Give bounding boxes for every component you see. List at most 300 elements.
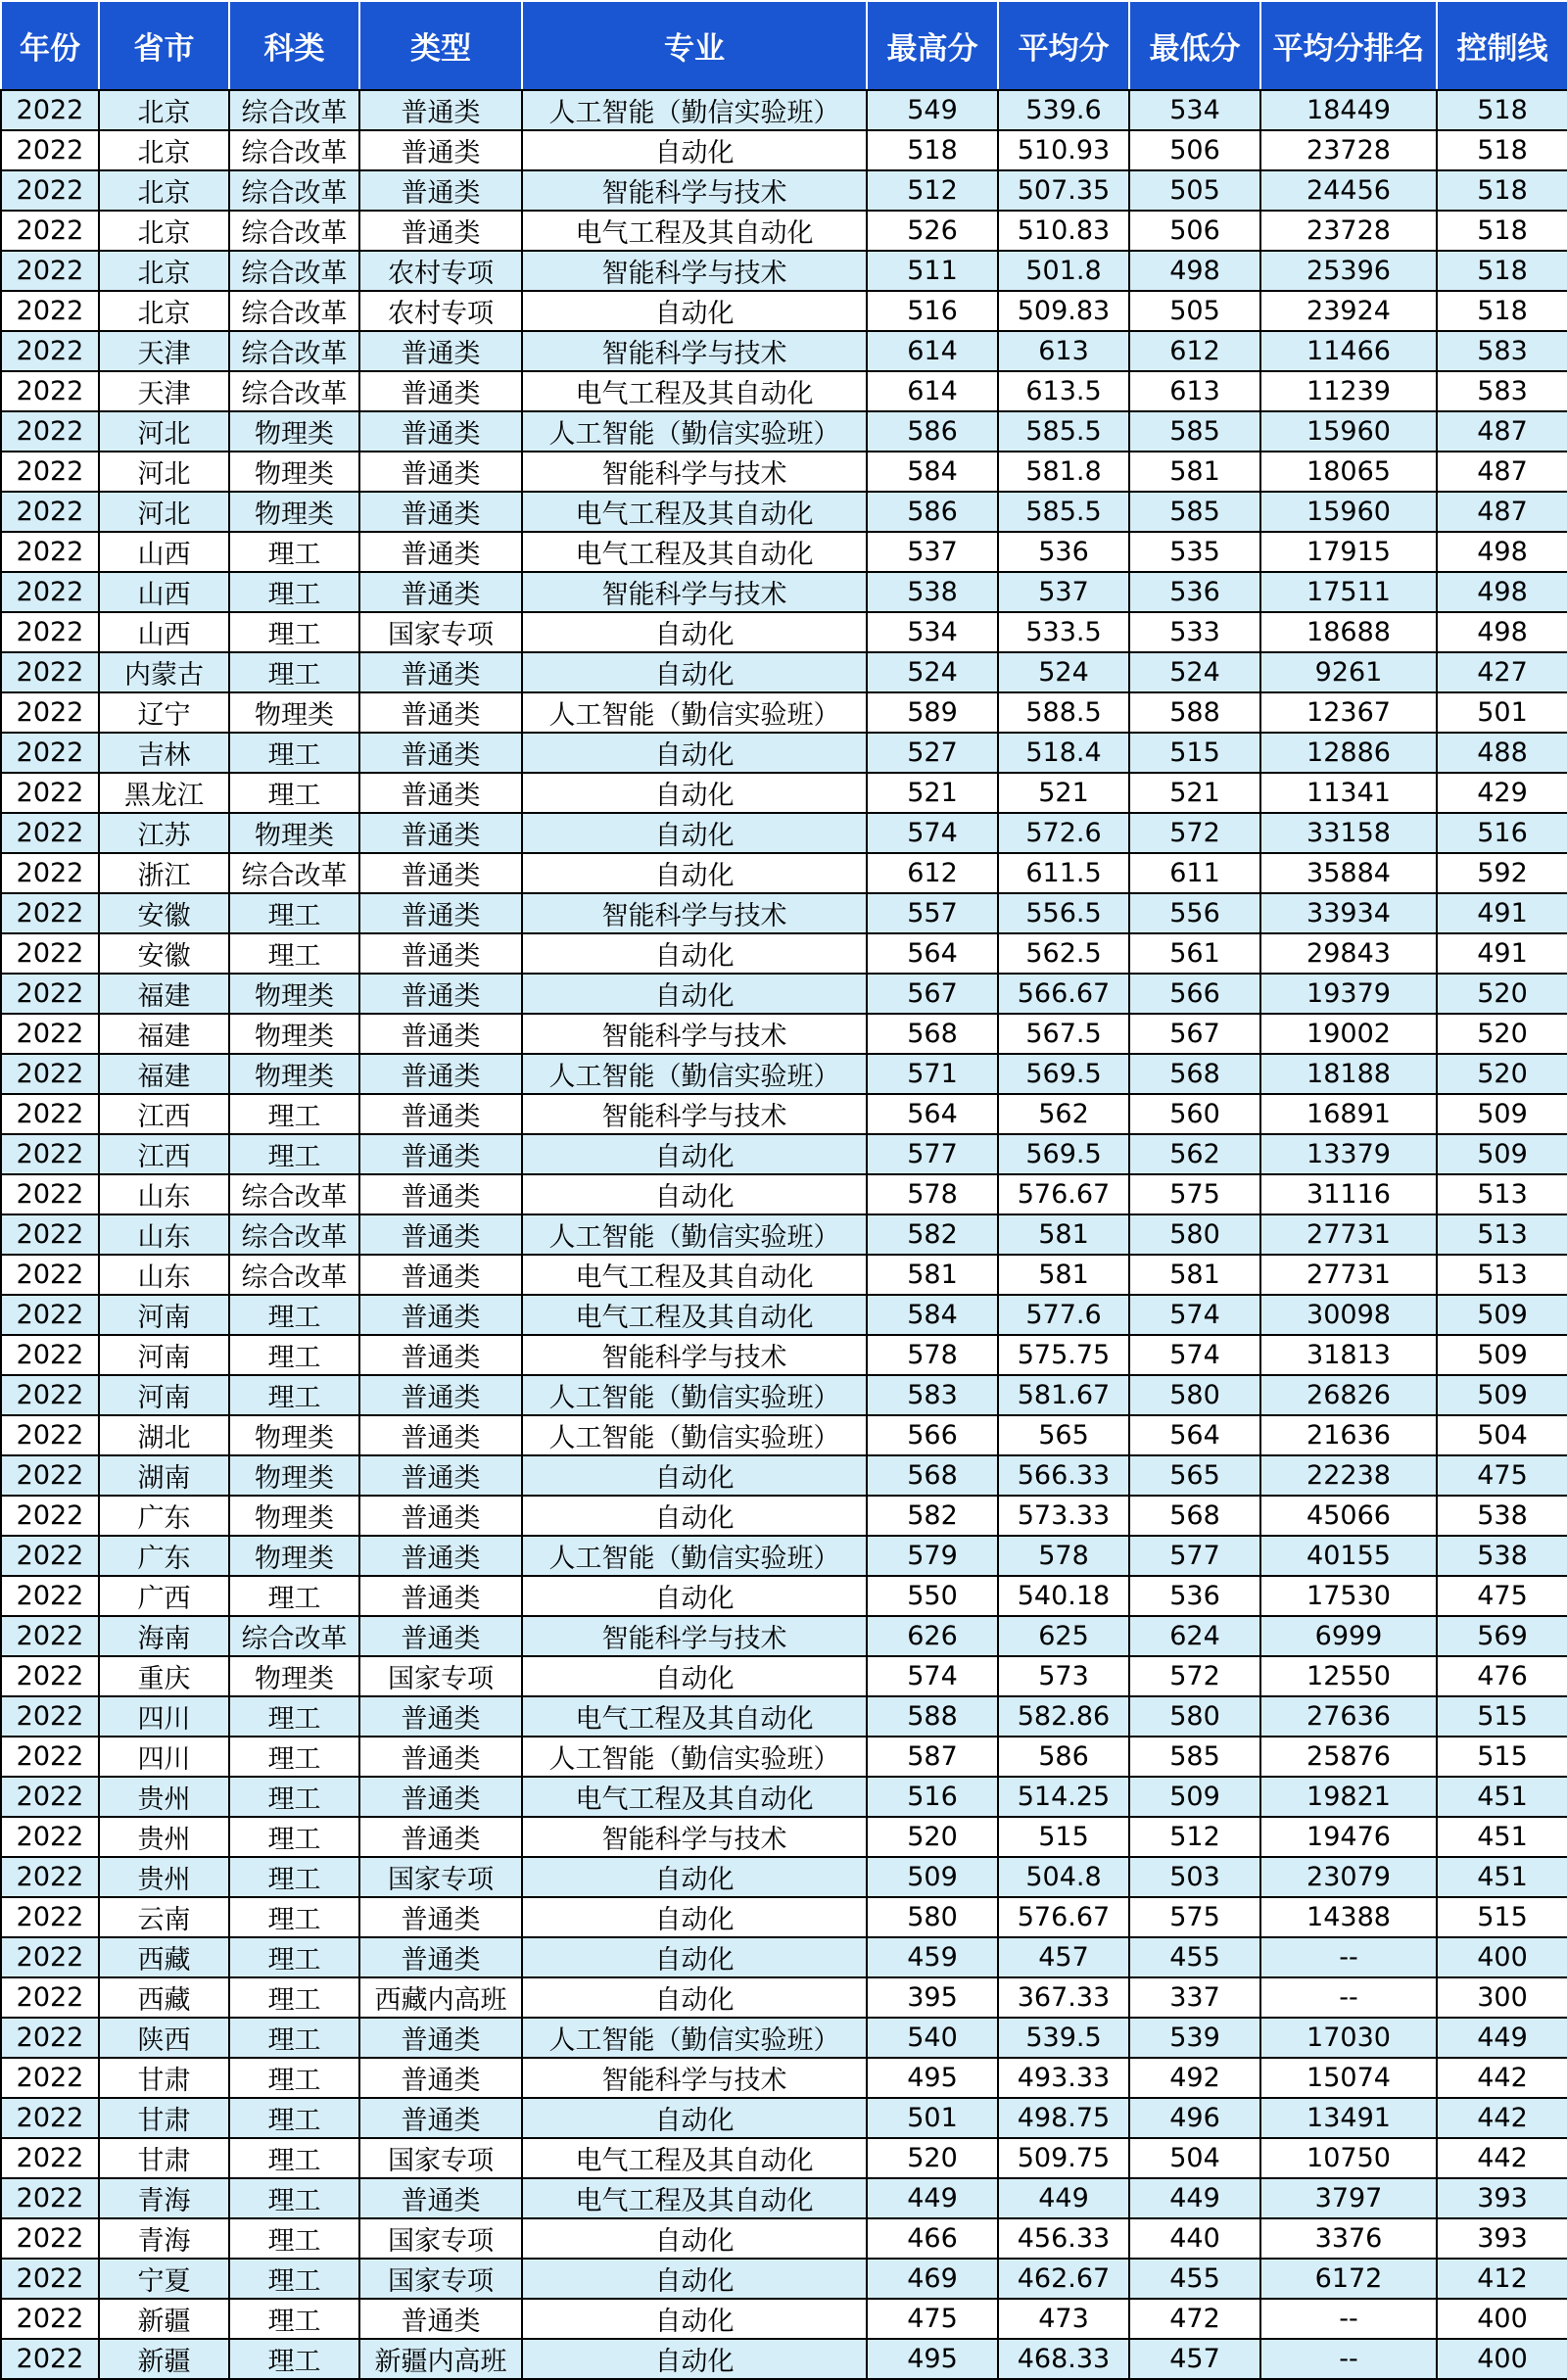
cell-subject-category: 理工 (229, 532, 359, 572)
cell-subject-category: 理工 (229, 2098, 359, 2138)
cell-min-score: 575 (1129, 1897, 1260, 1937)
cell-avg-rank: 19379 (1260, 974, 1437, 1014)
cell-subject-category: 理工 (229, 1094, 359, 1134)
cell-admission-type: 普通类 (359, 1014, 522, 1054)
cell-max-score: 587 (867, 1737, 998, 1777)
cell-subject-category: 综合改革 (229, 130, 359, 170)
cell-min-score: 575 (1129, 1174, 1260, 1214)
cell-subject-category: 理工 (229, 933, 359, 974)
cell-subject-category: 综合改革 (229, 90, 359, 130)
cell-major: 自动化 (522, 974, 867, 1014)
cell-admission-type: 普通类 (359, 1094, 522, 1134)
cell-max-score: 588 (867, 1696, 998, 1737)
cell-subject-category: 综合改革 (229, 371, 359, 411)
cell-min-score: 624 (1129, 1616, 1260, 1656)
cell-subject-category: 理工 (229, 1375, 359, 1415)
cell-province: 山西 (99, 572, 229, 612)
cell-admission-type: 普通类 (359, 1496, 522, 1536)
cell-admission-type: 普通类 (359, 1737, 522, 1777)
cell-subject-category: 物理类 (229, 1415, 359, 1455)
cell-major: 自动化 (522, 1174, 867, 1214)
cell-major: 智能科学与技术 (522, 572, 867, 612)
cell-admission-type: 普通类 (359, 1134, 522, 1174)
cell-avg-rank: 27636 (1260, 1696, 1437, 1737)
table-row (1, 572, 1567, 612)
cell-year: 2022 (1, 933, 99, 974)
cell-province: 河北 (99, 411, 229, 452)
cell-major: 智能科学与技术 (522, 1335, 867, 1375)
cell-admission-type: 普通类 (359, 1897, 522, 1937)
cell-control-line: 487 (1437, 452, 1567, 492)
cell-year: 2022 (1, 1455, 99, 1496)
cell-admission-type: 国家专项 (359, 612, 522, 652)
cell-min-score: 515 (1129, 733, 1260, 773)
cell-subject-category: 理工 (229, 1335, 359, 1375)
cell-max-score: 583 (867, 1375, 998, 1415)
cell-avg-score: 575.75 (998, 1335, 1129, 1375)
cell-avg-score: 573.33 (998, 1496, 1129, 1536)
cell-avg-rank: 19821 (1260, 1777, 1437, 1817)
cell-control-line: 393 (1437, 2178, 1567, 2218)
table-row (1, 1817, 1567, 1857)
cell-major: 自动化 (522, 1496, 867, 1536)
cell-avg-score: 539.5 (998, 2018, 1129, 2058)
cell-max-score: 578 (867, 1174, 998, 1214)
cell-major: 电气工程及其自动化 (522, 532, 867, 572)
cell-avg-rank: 35884 (1260, 853, 1437, 893)
cell-province: 宁夏 (99, 2259, 229, 2299)
cell-control-line: 520 (1437, 1054, 1567, 1094)
cell-avg-rank: 30098 (1260, 1295, 1437, 1335)
cell-subject-category: 物理类 (229, 1054, 359, 1094)
cell-min-score: 574 (1129, 1335, 1260, 1375)
cell-avg-score: 581 (998, 1255, 1129, 1295)
cell-avg-rank: 26826 (1260, 1375, 1437, 1415)
cell-max-score: 589 (867, 692, 998, 733)
cell-min-score: 574 (1129, 1295, 1260, 1335)
cell-avg-rank: 15074 (1260, 2058, 1437, 2098)
cell-province: 安徽 (99, 933, 229, 974)
cell-major: 智能科学与技术 (522, 1616, 867, 1656)
cell-avg-score: 536 (998, 532, 1129, 572)
cell-avg-rank: 16891 (1260, 1094, 1437, 1134)
table-row (1, 331, 1567, 371)
cell-min-score: 506 (1129, 211, 1260, 251)
cell-admission-type: 普通类 (359, 331, 522, 371)
cell-max-score: 520 (867, 2138, 998, 2178)
cell-admission-type: 普通类 (359, 1174, 522, 1214)
cell-admission-type: 普通类 (359, 853, 522, 893)
cell-avg-rank: -- (1260, 1937, 1437, 1977)
cell-avg-score: 569.5 (998, 1054, 1129, 1094)
cell-province: 陕西 (99, 2018, 229, 2058)
table-row (1, 692, 1567, 733)
cell-avg-rank: 18065 (1260, 452, 1437, 492)
cell-avg-rank: 33158 (1260, 813, 1437, 853)
cell-max-score: 516 (867, 1777, 998, 1817)
cell-avg-rank: 25876 (1260, 1737, 1437, 1777)
cell-province: 海南 (99, 1616, 229, 1656)
cell-control-line: 509 (1437, 1094, 1567, 1134)
cell-avg-score: 562.5 (998, 933, 1129, 974)
cell-admission-type: 普通类 (359, 532, 522, 572)
cell-control-line: 515 (1437, 1696, 1567, 1737)
cell-avg-score: 581 (998, 1214, 1129, 1255)
header-min-score: 最低分 (1129, 1, 1260, 90)
cell-avg-score: 501.8 (998, 251, 1129, 291)
cell-max-score: 512 (867, 170, 998, 211)
cell-avg-rank: 18688 (1260, 612, 1437, 652)
cell-min-score: 535 (1129, 532, 1260, 572)
cell-min-score: 449 (1129, 2178, 1260, 2218)
table-row (1, 411, 1567, 452)
cell-subject-category: 综合改革 (229, 1214, 359, 1255)
cell-avg-rank: 23728 (1260, 130, 1437, 170)
cell-year: 2022 (1, 90, 99, 130)
cell-max-score: 586 (867, 492, 998, 532)
cell-province: 湖南 (99, 1455, 229, 1496)
cell-min-score: 611 (1129, 853, 1260, 893)
cell-max-score: 578 (867, 1335, 998, 1375)
cell-year: 2022 (1, 331, 99, 371)
cell-admission-type: 普通类 (359, 733, 522, 773)
cell-subject-category: 综合改革 (229, 170, 359, 211)
cell-province: 重庆 (99, 1656, 229, 1696)
table-body (1, 90, 1567, 2379)
cell-avg-rank: 31116 (1260, 1174, 1437, 1214)
cell-control-line: 583 (1437, 371, 1567, 411)
cell-subject-category: 物理类 (229, 1536, 359, 1576)
cell-max-score: 511 (867, 251, 998, 291)
table-row (1, 1094, 1567, 1134)
cell-admission-type: 西藏内高班 (359, 1977, 522, 2018)
cell-avg-score: 509.75 (998, 2138, 1129, 2178)
cell-subject-category: 理工 (229, 572, 359, 612)
cell-avg-score: 462.67 (998, 2259, 1129, 2299)
cell-province: 福建 (99, 1054, 229, 1094)
cell-year: 2022 (1, 1496, 99, 1536)
table-row (1, 1696, 1567, 1737)
cell-max-score: 614 (867, 371, 998, 411)
cell-subject-category: 理工 (229, 2178, 359, 2218)
cell-subject-category: 综合改革 (229, 853, 359, 893)
cell-province: 河北 (99, 452, 229, 492)
cell-avg-score: 521 (998, 773, 1129, 813)
cell-control-line: 516 (1437, 813, 1567, 853)
cell-year: 2022 (1, 492, 99, 532)
cell-min-score: 566 (1129, 974, 1260, 1014)
cell-year: 2022 (1, 1817, 99, 1857)
cell-max-score: 571 (867, 1054, 998, 1094)
cell-max-score: 557 (867, 893, 998, 933)
table-row (1, 1496, 1567, 1536)
cell-max-score: 574 (867, 813, 998, 853)
cell-min-score: 457 (1129, 2339, 1260, 2379)
cell-year: 2022 (1, 2299, 99, 2339)
table-row (1, 2018, 1567, 2058)
table-row (1, 2098, 1567, 2138)
cell-avg-score: 573 (998, 1656, 1129, 1696)
cell-province: 新疆 (99, 2339, 229, 2379)
cell-province: 贵州 (99, 1857, 229, 1897)
cell-admission-type: 新疆内高班 (359, 2339, 522, 2379)
cell-admission-type: 国家专项 (359, 1857, 522, 1897)
cell-avg-rank: 6999 (1260, 1616, 1437, 1656)
cell-province: 甘肃 (99, 2058, 229, 2098)
cell-avg-rank: 24456 (1260, 170, 1437, 211)
cell-avg-score: 504.8 (998, 1857, 1129, 1897)
cell-year: 2022 (1, 532, 99, 572)
cell-max-score: 538 (867, 572, 998, 612)
cell-subject-category: 综合改革 (229, 331, 359, 371)
cell-subject-category: 理工 (229, 1295, 359, 1335)
cell-major: 智能科学与技术 (522, 170, 867, 211)
cell-subject-category: 物理类 (229, 1014, 359, 1054)
cell-control-line: 520 (1437, 1014, 1567, 1054)
cell-admission-type: 普通类 (359, 1937, 522, 1977)
cell-admission-type: 农村专项 (359, 251, 522, 291)
cell-min-score: 509 (1129, 1777, 1260, 1817)
cell-subject-category: 理工 (229, 2218, 359, 2259)
cell-year: 2022 (1, 2178, 99, 2218)
cell-province: 天津 (99, 371, 229, 411)
cell-max-score: 564 (867, 1094, 998, 1134)
cell-avg-rank: -- (1260, 2339, 1437, 2379)
cell-min-score: 524 (1129, 652, 1260, 692)
cell-year: 2022 (1, 1174, 99, 1214)
cell-admission-type: 普通类 (359, 2299, 522, 2339)
cell-control-line: 583 (1437, 331, 1567, 371)
cell-admission-type: 普通类 (359, 1255, 522, 1295)
cell-avg-score: 540.18 (998, 1576, 1129, 1616)
cell-control-line: 487 (1437, 492, 1567, 532)
cell-min-score: 577 (1129, 1536, 1260, 1576)
cell-year: 2022 (1, 1255, 99, 1295)
cell-admission-type: 普通类 (359, 1335, 522, 1375)
cell-avg-rank: 9261 (1260, 652, 1437, 692)
cell-year: 2022 (1, 733, 99, 773)
cell-subject-category: 综合改革 (229, 1616, 359, 1656)
cell-subject-category: 综合改革 (229, 1174, 359, 1214)
cell-province: 山东 (99, 1174, 229, 1214)
cell-year: 2022 (1, 1375, 99, 1415)
cell-avg-rank: 3797 (1260, 2178, 1437, 2218)
cell-min-score: 498 (1129, 251, 1260, 291)
cell-max-score: 567 (867, 974, 998, 1014)
cell-admission-type: 普通类 (359, 813, 522, 853)
cell-min-score: 521 (1129, 773, 1260, 813)
cell-min-score: 560 (1129, 1094, 1260, 1134)
cell-control-line: 498 (1437, 612, 1567, 652)
cell-min-score: 565 (1129, 1455, 1260, 1496)
cell-avg-score: 572.6 (998, 813, 1129, 853)
cell-min-score: 561 (1129, 933, 1260, 974)
cell-province: 山东 (99, 1214, 229, 1255)
cell-control-line: 513 (1437, 1174, 1567, 1214)
table-row (1, 773, 1567, 813)
cell-major: 电气工程及其自动化 (522, 2138, 867, 2178)
cell-max-score: 579 (867, 1536, 998, 1576)
cell-control-line: 513 (1437, 1214, 1567, 1255)
cell-avg-score: 473 (998, 2299, 1129, 2339)
cell-avg-rank: 10750 (1260, 2138, 1437, 2178)
cell-subject-category: 理工 (229, 1937, 359, 1977)
cell-province: 北京 (99, 211, 229, 251)
cell-subject-category: 理工 (229, 2259, 359, 2299)
cell-control-line: 491 (1437, 933, 1567, 974)
cell-control-line: 538 (1437, 1536, 1567, 1576)
cell-province: 北京 (99, 251, 229, 291)
cell-major: 智能科学与技术 (522, 1094, 867, 1134)
cell-max-score: 537 (867, 532, 998, 572)
cell-subject-category: 理工 (229, 1576, 359, 1616)
cell-province: 北京 (99, 90, 229, 130)
cell-avg-rank: -- (1260, 1977, 1437, 2018)
cell-admission-type: 普通类 (359, 652, 522, 692)
cell-major: 自动化 (522, 1897, 867, 1937)
cell-min-score: 506 (1129, 130, 1260, 170)
cell-year: 2022 (1, 2259, 99, 2299)
cell-year: 2022 (1, 2339, 99, 2379)
cell-avg-rank: 12886 (1260, 733, 1437, 773)
cell-avg-rank: 19002 (1260, 1014, 1437, 1054)
cell-major: 智能科学与技术 (522, 452, 867, 492)
cell-province: 四川 (99, 1737, 229, 1777)
cell-control-line: 498 (1437, 532, 1567, 572)
cell-max-score: 549 (867, 90, 998, 130)
header-province: 省市 (99, 1, 229, 90)
cell-year: 2022 (1, 974, 99, 1014)
cell-control-line: 509 (1437, 1335, 1567, 1375)
cell-major: 人工智能（勤信实验班） (522, 692, 867, 733)
cell-min-score: 503 (1129, 1857, 1260, 1897)
cell-province: 北京 (99, 130, 229, 170)
table-row (1, 1174, 1567, 1214)
cell-max-score: 526 (867, 211, 998, 251)
cell-control-line: 518 (1437, 291, 1567, 331)
cell-control-line: 393 (1437, 2218, 1567, 2259)
cell-year: 2022 (1, 1054, 99, 1094)
cell-year: 2022 (1, 1777, 99, 1817)
cell-avg-score: 613.5 (998, 371, 1129, 411)
cell-province: 天津 (99, 331, 229, 371)
cell-avg-score: 586 (998, 1737, 1129, 1777)
cell-subject-category: 物理类 (229, 813, 359, 853)
cell-major: 自动化 (522, 2259, 867, 2299)
cell-year: 2022 (1, 1857, 99, 1897)
cell-control-line: 300 (1437, 1977, 1567, 2018)
cell-min-score: 455 (1129, 2259, 1260, 2299)
cell-major: 人工智能（勤信实验班） (522, 1375, 867, 1415)
cell-major: 智能科学与技术 (522, 1817, 867, 1857)
cell-max-score: 577 (867, 1134, 998, 1174)
cell-admission-type: 普通类 (359, 1536, 522, 1576)
cell-subject-category: 理工 (229, 1777, 359, 1817)
cell-admission-type: 普通类 (359, 130, 522, 170)
cell-max-score: 501 (867, 2098, 998, 2138)
cell-max-score: 524 (867, 652, 998, 692)
cell-min-score: 564 (1129, 1415, 1260, 1455)
cell-admission-type: 普通类 (359, 773, 522, 813)
cell-avg-rank: 25396 (1260, 251, 1437, 291)
cell-control-line: 400 (1437, 2299, 1567, 2339)
cell-avg-rank: 17511 (1260, 572, 1437, 612)
cell-admission-type: 普通类 (359, 2098, 522, 2138)
cell-max-score: 469 (867, 2259, 998, 2299)
cell-year: 2022 (1, 1616, 99, 1656)
cell-year: 2022 (1, 1937, 99, 1977)
cell-province: 西藏 (99, 1937, 229, 1977)
header-major: 专业 (522, 1, 867, 90)
cell-admission-type: 普通类 (359, 1817, 522, 1857)
cell-admission-type: 普通类 (359, 90, 522, 130)
cell-year: 2022 (1, 130, 99, 170)
cell-province: 贵州 (99, 1817, 229, 1857)
cell-admission-type: 农村专项 (359, 291, 522, 331)
cell-province: 山西 (99, 532, 229, 572)
cell-admission-type: 普通类 (359, 572, 522, 612)
cell-control-line: 504 (1437, 1415, 1567, 1455)
cell-province: 北京 (99, 291, 229, 331)
cell-max-score: 395 (867, 1977, 998, 2018)
cell-min-score: 534 (1129, 90, 1260, 130)
cell-province: 河南 (99, 1335, 229, 1375)
cell-admission-type: 国家专项 (359, 2259, 522, 2299)
cell-province: 福建 (99, 1014, 229, 1054)
cell-major: 自动化 (522, 612, 867, 652)
cell-major: 电气工程及其自动化 (522, 211, 867, 251)
cell-avg-rank: 21636 (1260, 1415, 1437, 1455)
cell-subject-category: 理工 (229, 1977, 359, 2018)
cell-control-line: 451 (1437, 1817, 1567, 1857)
table-row (1, 291, 1567, 331)
cell-control-line: 569 (1437, 1616, 1567, 1656)
cell-major: 智能科学与技术 (522, 2058, 867, 2098)
cell-avg-rank: 12550 (1260, 1656, 1437, 1696)
cell-subject-category: 理工 (229, 893, 359, 933)
cell-major: 电气工程及其自动化 (522, 2178, 867, 2218)
cell-subject-category: 物理类 (229, 1656, 359, 1696)
cell-province: 云南 (99, 1897, 229, 1937)
cell-subject-category: 理工 (229, 2058, 359, 2098)
cell-province: 福建 (99, 974, 229, 1014)
cell-avg-score: 510.93 (998, 130, 1129, 170)
cell-admission-type: 普通类 (359, 1214, 522, 1255)
cell-max-score: 568 (867, 1014, 998, 1054)
cell-major: 自动化 (522, 853, 867, 893)
cell-avg-score: 514.25 (998, 1777, 1129, 1817)
cell-min-score: 585 (1129, 492, 1260, 532)
cell-year: 2022 (1, 2018, 99, 2058)
cell-year: 2022 (1, 1014, 99, 1054)
cell-min-score: 568 (1129, 1054, 1260, 1094)
cell-max-score: 520 (867, 1817, 998, 1857)
cell-avg-rank: 22238 (1260, 1455, 1437, 1496)
cell-major: 电气工程及其自动化 (522, 1696, 867, 1737)
cell-province: 湖北 (99, 1415, 229, 1455)
cell-avg-rank: 18449 (1260, 90, 1437, 130)
cell-province: 新疆 (99, 2299, 229, 2339)
cell-subject-category: 理工 (229, 1696, 359, 1737)
cell-admission-type: 普通类 (359, 1696, 522, 1737)
cell-min-score: 533 (1129, 612, 1260, 652)
cell-max-score: 584 (867, 452, 998, 492)
cell-year: 2022 (1, 1335, 99, 1375)
cell-major: 人工智能（勤信实验班） (522, 1737, 867, 1777)
table-row (1, 2259, 1567, 2299)
cell-avg-rank: 17915 (1260, 532, 1437, 572)
header-year: 年份 (1, 1, 99, 90)
